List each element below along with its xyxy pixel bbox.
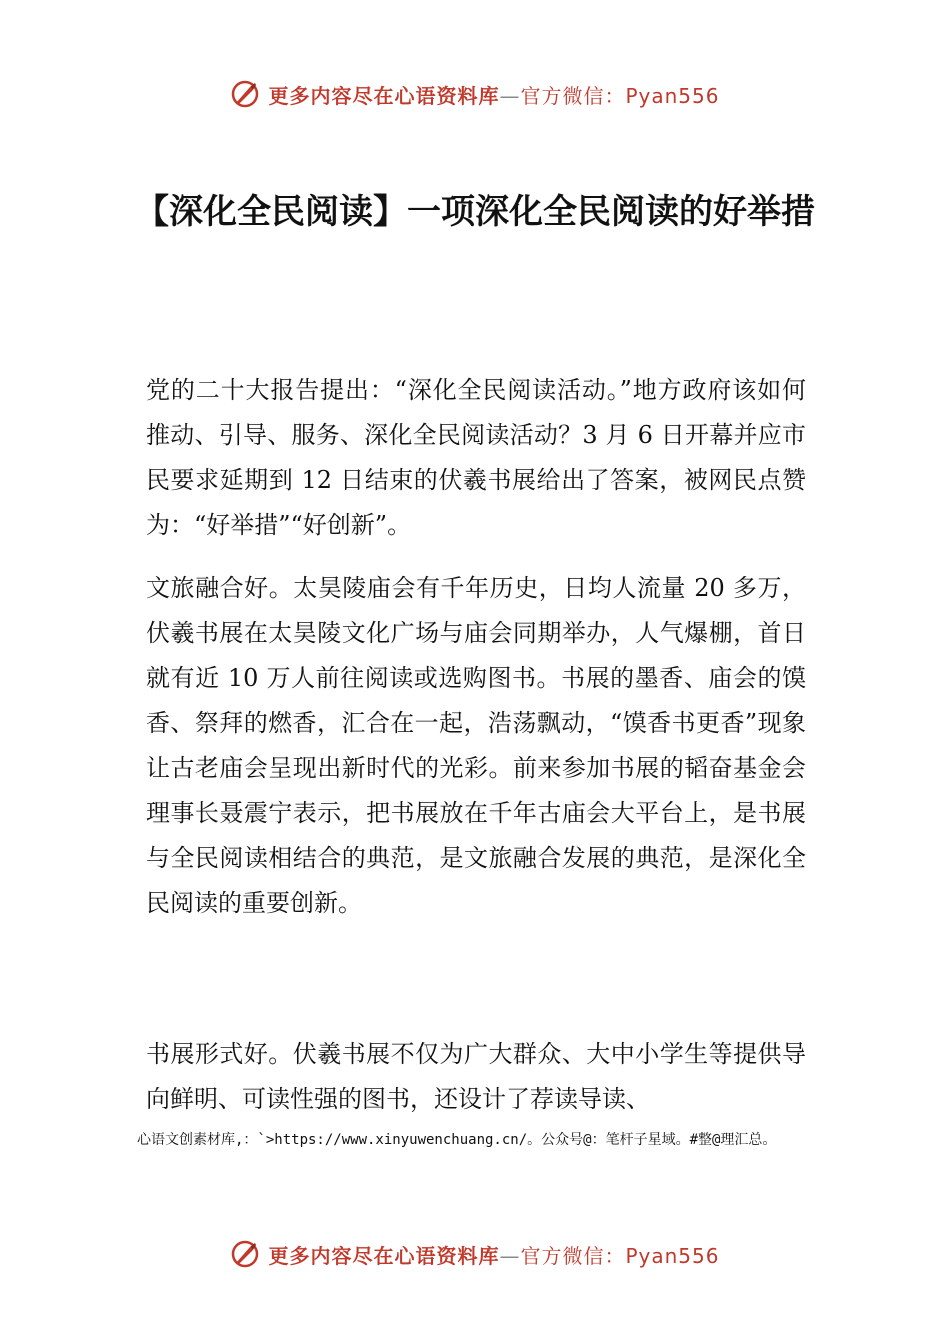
footer-banner: [0, 1232, 950, 1276]
paragraph-culture-tourism: 文旅融合好。太昊陵庙会有千年历史，日均人流量 20 多万，伏羲书展在太昊陵文化广场与庙会同期举办，人气爆棚，首日就有近 10 万人前往阅读或选购图书。书展的墨香、庙会的馍香、祭拜的燃香，汇合在一起，浩荡飘动，“馍香书更香”现象让古老庙会呈现出新时代的光彩。前来参加书展的韬奋基金会理事长聂震宁表示，把书展放在千年古庙会大平台上，是书展与全民阅读相结合的典范，是文旅融合发展的典范，是深化全民阅读的重要创新。: [146, 574, 806, 917]
paragraph-exhibition-format: 书展形式好。伏羲书展不仅为广大群众、大中小学生等提供导向鲜明、可读性强的图书，还设计了荐读导读、: [146, 1040, 806, 1113]
footer-separator: —: [499, 1243, 521, 1268]
header-separator: —: [499, 83, 521, 108]
footer-contact: 官方微信：Pyan556: [520, 1243, 720, 1268]
footer-banner-text: [268, 1240, 719, 1269]
header-contact: 官方微信：Pyan556: [520, 83, 720, 108]
header-site-name: 更多内容尽在心语资料库: [268, 83, 500, 108]
article-title: 【深化全民阅读】一项深化全民阅读的好举措: [135, 191, 815, 232]
paragraph-intro: 党的二十大报告提出：“深化全民阅读活动。”地方政府该如何推动、引导、服务、深化全民阅读活动？3 月 6 日开幕并应市民要求延期到 12 日结束的伏羲书展给出了答案，被网民点赞为：“好举措”“好创新”。: [146, 376, 806, 539]
quill-pen-logo-icon: [230, 1239, 260, 1269]
header-banner-text: [268, 80, 719, 109]
footer-site-name: 更多内容尽在心语资料库: [268, 1243, 500, 1268]
quill-pen-logo-icon: [230, 79, 260, 109]
source-footnote: 心语文创素材库,：`>https://www.xinyuwenchuang.cn/。公众号@：笔杆子星域。#整@理汇总。: [137, 1132, 777, 1148]
header-banner: [0, 72, 950, 116]
